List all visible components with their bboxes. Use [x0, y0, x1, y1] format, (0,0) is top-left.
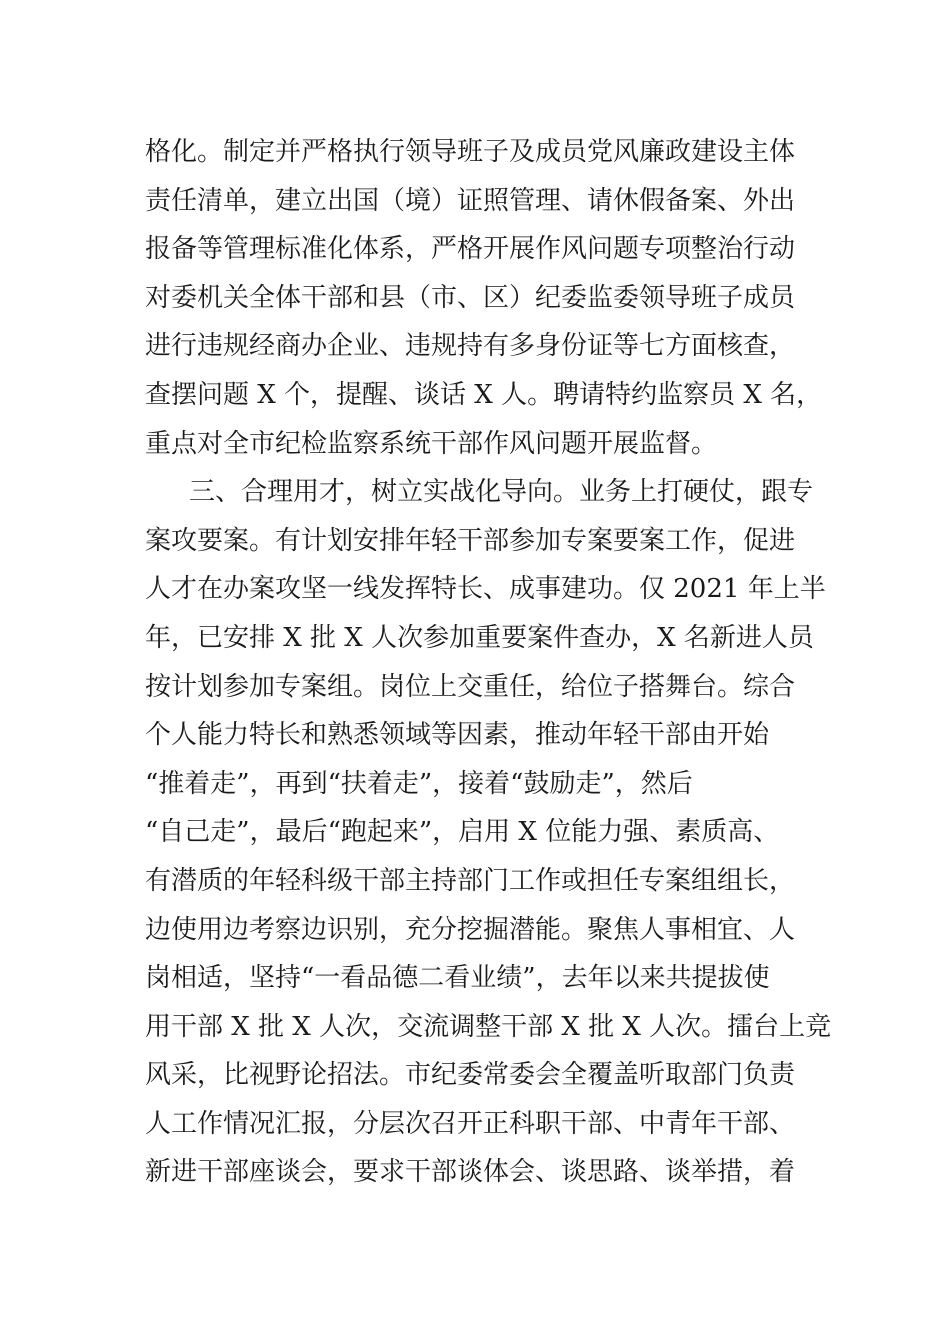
text-line: 对委机关全体干部和县（市、区）纪委监委领导班子成员: [145, 282, 796, 313]
text-line: 用干部 X 批 X 人次，交流调整干部 X 批 X 人次。擂台上竞: [145, 1011, 832, 1042]
text-line: 查摆问题 X 个，提醒、谈话 X 人。聘请特约监察员 X 名，: [145, 379, 823, 410]
paragraph-start-line: 三、合理用才，树立实战化导向。业务上打硬仗，跟专: [189, 477, 814, 508]
text-line: 人才在办案攻坚一线发挥特长、成事建功。仅 2021 年上半: [145, 574, 826, 605]
text-line: 人工作情况汇报，分层次召开正科职干部、中青年干部、: [145, 1108, 796, 1139]
text-line: 年，已安排 X 批 X 人次参加重要案件查办，X 名新进人员: [145, 622, 814, 653]
text-line: 责任清单，建立出国（境）证照管理、请休假备案、外出: [145, 185, 796, 216]
text-line: 个人能力特长和熟悉领域等因素，推动年轻干部由开始: [145, 720, 770, 751]
text-line: 新进干部座谈会，要求干部谈体会、谈思路、谈举措，着: [145, 1157, 796, 1188]
text-line: 重点对全市纪检监察系统干部作风问题开展监督。: [145, 428, 718, 459]
body-text: [145, 128, 832, 1197]
text-line: 有潜质的年轻科级干部主持部门工作或担任专案组组长，: [145, 865, 796, 896]
text-line: 按计划参加专案组。岗位上交重任，给位子搭舞台。综合: [145, 671, 796, 702]
text-line: “自己走”，最后“跑起来”，启用 X 位能力强、素质高、: [145, 817, 780, 848]
text-line: 进行违规经商办企业、违规持有多身份证等七方面核查，: [145, 331, 796, 362]
text-line: 岗相适，坚持“一看品德二看业绩”，去年以来共提拔使: [145, 963, 770, 994]
text-line: 格化。制定并严格执行领导班子及成员党风廉政建设主体: [145, 137, 796, 167]
text-line: 案攻要案。有计划安排年轻干部参加专案要案工作，促进: [145, 525, 796, 556]
text-line: 风采，比视野论招法。市纪委常委会全覆盖听取部门负责: [145, 1060, 796, 1091]
text-line: 报备等管理标准化体系，严格开展作风问题专项整治行动: [145, 234, 796, 265]
text-line: “推着走”，再到“扶着走”，接着“鼓励走”，然后: [145, 768, 693, 799]
text-line: 边使用边考察边识别，充分挖掘潜能。聚焦人事相宜、人: [145, 914, 796, 945]
